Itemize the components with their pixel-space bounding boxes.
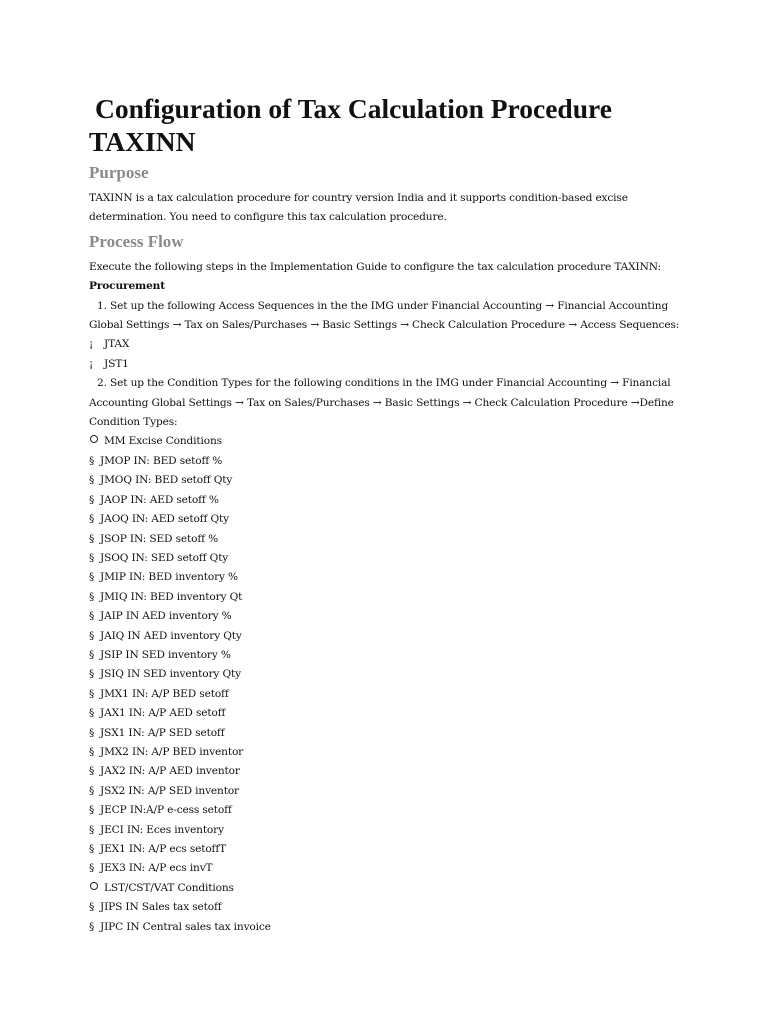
- list-item-text: JIPS IN Sales tax setoff: [100, 901, 222, 914]
- list-item-text: JSOP IN: SED setoff %: [100, 532, 219, 545]
- list-item: [89, 918, 680, 937]
- list-item: [89, 685, 680, 704]
- section-mark-icon: §: [89, 551, 95, 564]
- list-item: [89, 724, 680, 743]
- list-item: [89, 762, 680, 781]
- list-item-text: JSX1 IN: A/P SED setoff: [100, 726, 225, 739]
- list-item: [89, 607, 680, 626]
- list-item-text: JMOP IN: BED setoff %: [100, 454, 223, 467]
- section-mark-icon: §: [89, 784, 95, 797]
- section-mark-icon: §: [89, 668, 95, 681]
- list-item-text: JIPC IN Central sales tax invoice: [100, 920, 271, 933]
- list-item-text: JMX1 IN: A/P BED setoff: [100, 687, 229, 700]
- list-item: [89, 898, 680, 917]
- group-lst-cst-vat: [89, 879, 680, 898]
- section-mark-icon: §: [89, 493, 95, 506]
- group-label: MM Excise Conditions: [104, 435, 222, 448]
- section-mark-icon: §: [89, 590, 95, 603]
- section-mark-icon: §: [89, 571, 95, 584]
- list-item-text: JMIP IN: BED inventory %: [100, 571, 238, 584]
- section-mark-icon: §: [89, 513, 95, 526]
- section-mark-icon: §: [89, 843, 95, 855]
- list-item-text: JSOQ IN: SED setoff Qty: [100, 551, 229, 564]
- list-item-text: JMOQ IN: BED setoff Qty: [100, 474, 233, 487]
- list-item: [89, 549, 680, 568]
- list-item: [89, 704, 680, 723]
- purpose-text-line-1: TAXINN is a tax calculation procedure for country version India and it supports condition-based excise: [89, 192, 628, 204]
- list-item-text: JEX1 IN: A/P ecs setoffT: [100, 843, 227, 855]
- list-item-text: JSIP IN SED inventory %: [100, 648, 231, 661]
- list-item-text: JMX2 IN: A/P BED inventor: [100, 745, 244, 758]
- procurement-label: Procurement: [89, 280, 165, 293]
- list-item: [89, 646, 680, 665]
- list-item: [89, 782, 680, 801]
- circle-bullet-icon: [90, 435, 98, 443]
- access-sequence-list: [89, 335, 680, 374]
- list-item: [89, 743, 680, 762]
- list-item: [89, 665, 680, 684]
- process-flow-body: [89, 258, 680, 937]
- title-line-2: TAXINN: [89, 126, 196, 157]
- process-intro: Execute the following steps in the Implementation Guide to configure the tax calculation procedure TAXINN:: [89, 260, 661, 273]
- list-item-text: JSIQ IN SED inventory Qty: [100, 668, 241, 681]
- lst-cst-vat-condition-list: [89, 898, 680, 937]
- list-item-text: JAX2 IN: A/P AED inventor: [100, 765, 240, 778]
- list-item: [89, 568, 680, 587]
- section-mark-icon: §: [89, 823, 95, 836]
- step-1-line-2: Global Settings → Tax on Sales/Purchases → Basic Settings → Check Calculation Procedure → Access Sequences:: [89, 319, 680, 332]
- purpose-text: [89, 189, 680, 228]
- process-flow-heading: Process Flow: [89, 231, 184, 251]
- list-item-text: JAOP IN: AED setoff %: [100, 493, 219, 506]
- section-mark-icon: §: [89, 804, 95, 817]
- group-label: LST/CST/VAT Conditions: [104, 881, 234, 894]
- list-item: [89, 510, 680, 529]
- section-mark-icon: §: [89, 707, 95, 720]
- circle-bullet-icon: [90, 882, 98, 890]
- list-item: [89, 588, 680, 607]
- list-item: [89, 801, 680, 820]
- list-item: [89, 335, 680, 354]
- section-mark-icon: §: [89, 726, 95, 739]
- section-mark-icon: §: [89, 648, 95, 661]
- section-mark-icon: §: [89, 901, 95, 914]
- list-item-text: JST1: [104, 357, 129, 370]
- list-item-text: JECI IN: Eces inventory: [100, 823, 224, 836]
- purpose-heading: Purpose: [89, 163, 149, 182]
- group-mm-excise: [89, 432, 680, 451]
- section-mark-icon: §: [89, 629, 95, 642]
- list-item-text: JAOQ IN: AED setoff Qty: [100, 513, 229, 526]
- section-mark-icon: §: [89, 765, 95, 778]
- list-item: [89, 452, 680, 471]
- list-item-text: JSX2 IN: A/P SED inventor: [100, 784, 239, 797]
- section-mark-icon: §: [89, 745, 95, 758]
- section-mark-icon: §: [89, 474, 95, 487]
- bullet-icon: ¡: [89, 338, 94, 351]
- list-item: [89, 491, 680, 510]
- bullet-icon: ¡: [89, 357, 94, 370]
- list-item-text: JAX1 IN: A/P AED setoff: [100, 707, 226, 720]
- list-item: [89, 859, 680, 878]
- section-mark-icon: §: [89, 920, 95, 933]
- section-mark-icon: §: [89, 454, 95, 467]
- section-mark-icon: §: [89, 862, 95, 875]
- list-item: [89, 840, 680, 859]
- list-item-text: JTAX: [104, 338, 130, 351]
- list-item: [89, 355, 680, 374]
- section-mark-icon: §: [89, 610, 95, 623]
- step-2-line-2: Accounting Global Settings → Tax on Sales/Purchases → Basic Settings → Check Calculation Procedure →Define: [89, 396, 674, 409]
- list-item-text: JEX3 IN: A/P ecs invT: [100, 862, 213, 875]
- list-item: [89, 530, 680, 549]
- title-line-1: Configuration of Tax Calculation Procedure: [95, 93, 612, 124]
- step-2-line-3: Condition Types:: [89, 416, 178, 429]
- purpose-text-line-2: determination. You need to configure this tax calculation procedure.: [89, 211, 447, 224]
- step-2-line-1: 2. Set up the Condition Types for the following conditions in the IMG under Financial Accounting → Financial: [97, 377, 671, 390]
- list-item-text: JAIQ IN AED inventory Qty: [100, 629, 242, 642]
- section-mark-icon: §: [89, 687, 95, 700]
- section-mark-icon: §: [89, 532, 95, 545]
- list-item-text: JMIQ IN: BED inventory Qt: [100, 590, 243, 603]
- mm-excise-condition-list: [89, 452, 680, 879]
- list-item: [89, 627, 680, 646]
- list-item-text: JAIP IN AED inventory %: [100, 610, 232, 623]
- step-1-line-1: 1. Set up the following Access Sequences in the the IMG under Financial Accounting → Financial Accounting: [97, 299, 669, 312]
- list-item: [89, 471, 680, 490]
- page-title: [89, 92, 680, 158]
- list-item-text: JECP IN:A/P e-cess setoff: [100, 804, 232, 817]
- list-item: [89, 821, 680, 840]
